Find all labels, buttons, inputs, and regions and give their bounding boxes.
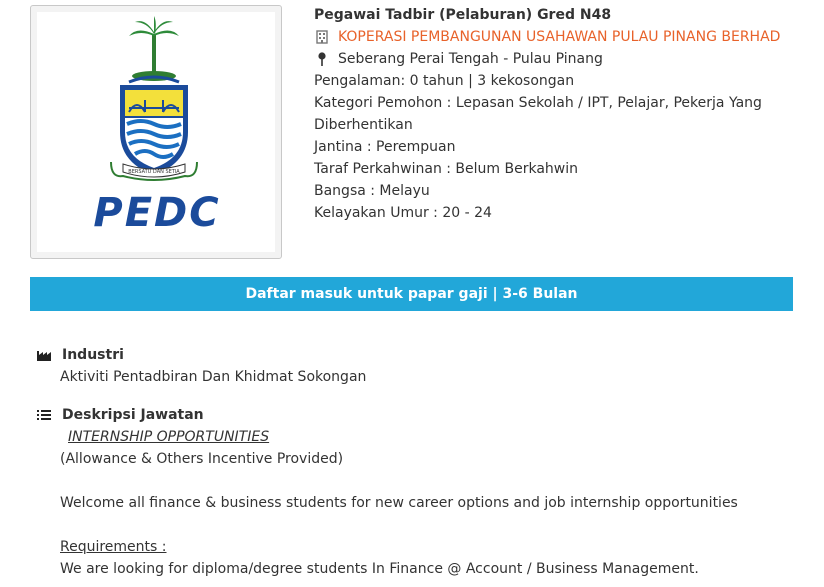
login-salary-button[interactable]: Daftar masuk untuk papar gaji | 3-6 Bulan: [30, 277, 793, 311]
industry-section: [36, 344, 366, 388]
description-heading: Deskripsi Jawatan: [62, 407, 204, 423]
svg-text:BERSATU DAN SETIA: BERSATU DAN SETIA: [128, 169, 180, 175]
industry-value: Aktiviti Pentadbiran Dan Khidmat Sokongan: [60, 369, 367, 385]
allowance-text: (Allowance & Others Incentive Provided): [60, 451, 344, 467]
experience-text: Pengalaman: 0 tahun | 3 kekosongan: [314, 73, 575, 89]
company-link[interactable]: [314, 26, 784, 48]
company-name[interactable]: KOPERASI PEMBANGUNAN USAHAWAN PULAU PINANG BERHAD: [338, 29, 781, 45]
internship-title: INTERNSHIP OPPORTUNITIES: [68, 429, 270, 445]
job-title[interactable]: Pegawai Tadbir (Pelaburan) Gred N48: [314, 7, 612, 23]
factory-icon: [36, 348, 54, 362]
requirements-text: We are looking for diploma/degree students In Finance @ Account / Business Management.: [60, 561, 699, 577]
job-info: [314, 4, 784, 224]
age-text: Kelayakan Umur : 20 - 24: [314, 205, 492, 221]
requirements-label: Requirements :: [60, 539, 167, 555]
welcome-text: Welcome all finance & business students for new career options and job internship opportunities: [60, 495, 738, 511]
marital-text: Taraf Perkahwinan : Belum Berkahwin: [314, 161, 579, 177]
gender-text: Jantina : Perempuan: [314, 139, 456, 155]
location-text: Seberang Perai Tengah - Pulau Pinang: [338, 51, 603, 67]
race-text: Bangsa : Melayu: [314, 183, 430, 199]
list-icon: [36, 408, 54, 422]
job-location: [314, 48, 784, 70]
shield-crest: [121, 86, 187, 174]
penang-crest-logo: [37, 12, 275, 252]
palm-tree-icon: [129, 16, 179, 82]
company-logo-box: [30, 5, 282, 259]
category-text-line2: Diberhentikan: [314, 117, 413, 133]
map-pin-icon: [314, 52, 330, 66]
description-section: [36, 404, 796, 580]
logo-text: PEDC: [93, 190, 221, 236]
category-text-line1: Kategori Pemohon : Lepasan Sekolah / IPT, Pelajar, Pekerja Yang: [314, 95, 762, 111]
industry-heading: Industri: [62, 347, 124, 363]
company-logo: [37, 12, 275, 252]
building-icon: [314, 30, 330, 44]
